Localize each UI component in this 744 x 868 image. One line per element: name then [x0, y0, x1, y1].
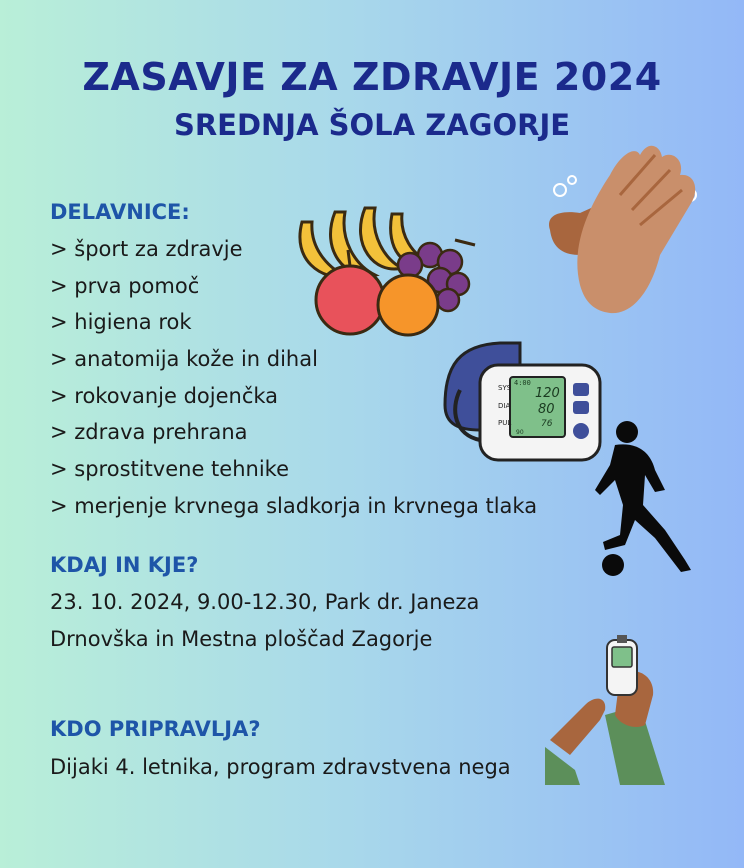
workshops-heading: DELAVNICE:: [50, 200, 190, 224]
sys-label: SYS: [498, 384, 512, 392]
monitor-time: 4:00: [514, 379, 531, 387]
list-item: > merjenje krvnega sladkorja in krvnega tlaka: [50, 493, 538, 518]
fruit-icon: [290, 200, 480, 340]
list-item: > higiena rok: [50, 310, 192, 335]
monitor-sys: 120: [535, 386, 560, 401]
list-item: > prva pomoč: [50, 273, 200, 298]
monitor-pul: 76: [541, 419, 553, 429]
when-where-line-2: Drnovška in Mestna ploščad Zagorje: [50, 627, 433, 651]
when-where-line-1: 23. 10. 2024, 9.00-12.30, Park dr. Janeza: [50, 590, 480, 614]
list-item: > rokovanje dojenčka: [50, 383, 279, 408]
organizers-text: Dijaki 4. letnika, program zdravstvena nega: [50, 755, 511, 779]
list-item: > anatomija kože in dihal: [50, 347, 318, 372]
monitor-small: 90: [516, 429, 524, 436]
organizers-heading: KDO PRIPRAVLJA?: [50, 717, 261, 741]
list-item: > šport za zdravje: [50, 237, 243, 261]
washing-hands-icon: [540, 135, 710, 325]
list-item: > sprostitvene tehnike: [50, 457, 289, 482]
page-subtitle: SREDNJA ŠOLA ZAGORJE: [173, 108, 571, 142]
when-where-heading: KDAJ IN KJE?: [50, 553, 199, 577]
page-title: ZASAVJE ZA ZDRAVJE 2024: [82, 55, 662, 99]
pul-label: PUL: [498, 419, 512, 427]
monitor-dia: 80: [538, 402, 555, 417]
list-item: > zdrava prehrana: [50, 420, 248, 445]
dia-label: DIA: [498, 402, 511, 410]
blood-pressure-monitor-icon: [440, 335, 610, 470]
glucose-meter-icon: [545, 635, 675, 785]
football-player-icon: [595, 420, 705, 580]
